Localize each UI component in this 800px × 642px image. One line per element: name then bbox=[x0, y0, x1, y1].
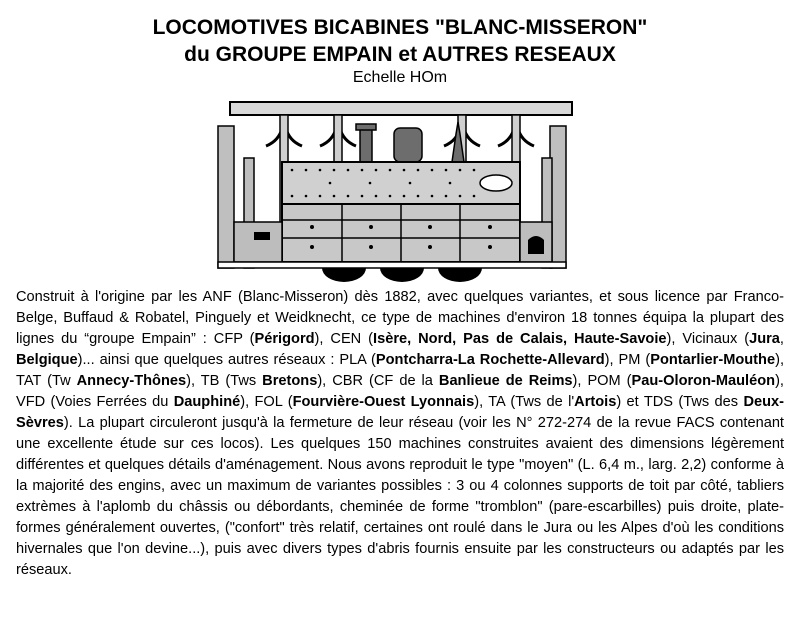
network-name: Dauphiné bbox=[173, 394, 241, 410]
network-name: Artois bbox=[574, 394, 617, 410]
network-name: Périgord bbox=[254, 331, 315, 347]
header bbox=[0, 14, 800, 88]
text-run: ), PM ( bbox=[604, 352, 651, 368]
text-run: ), TAT (Tw bbox=[16, 352, 784, 389]
text-run: ), FOL ( bbox=[240, 394, 293, 410]
left-coupler bbox=[254, 232, 270, 240]
network-name: Fourvière-Ouest Lyonnais bbox=[292, 394, 475, 410]
network-name: Jura bbox=[749, 331, 780, 347]
chimney bbox=[356, 124, 376, 162]
text-run: ), TB (Tws bbox=[186, 373, 263, 389]
network-name: Pau-Oloron-Mauléon bbox=[631, 373, 776, 389]
builder-plate bbox=[480, 175, 512, 191]
network-name: Bretons bbox=[262, 373, 318, 389]
left-buffer-beam bbox=[234, 222, 282, 262]
description-paragraph bbox=[16, 287, 784, 581]
locomotive-drawing-icon bbox=[210, 94, 590, 284]
wheels bbox=[322, 268, 482, 282]
text-run: ). La plupart circuleront jusqu'à la fermeture de leur réseau (voir les N° 272-274 de la revue FACS contenant une excellente étude sur ces locos). Les quelques 150 machines construites avaient des dimensions légèrement différentes et quelques détails d'aménagement. Nous avons reproduit le type "moyen" (L. 6,4 m., larg. 2,2) conforme à la majorité des engins, avec un maximum de variantes possibles : 3 ou 4 colonnes supports de toit par côté, tabliers extrèmes à l'aplomb du châssis ou débordants, cheminée de forme "tromblon" (pare-escarbilles) puis droite, plate-formes généralement ouvertes, ("confort" très relatif, certaines ont roulé dans le Jura ou les Alpes d'où les conditions hivernales que l'on devine...), puis avec divers types d'abris fournis ensuite par les constructeurs ou adaptés par les réseaux. bbox=[16, 415, 784, 578]
running-board bbox=[218, 262, 566, 268]
text-run: ), CBR (CF de la bbox=[317, 373, 439, 389]
text-run: ) et TDS (Tws des bbox=[616, 394, 744, 410]
text-run: Construit à l'origine par les ANF (Blanc-Misseron) dès 1882, avec quelques variantes, et sous licence par Franco-Belge, Buffaud & Robatel, Pinguely et Weidknecht, ce type de machines d'environ 18 tonnes équipa la plupart des lignes du “groupe Empain” : CFP ( bbox=[16, 289, 784, 347]
locomotive-drawing bbox=[210, 94, 590, 284]
roof bbox=[230, 102, 572, 115]
title-line-1: LOCOMOTIVES BICABINES "BLANC-MISSERON" bbox=[152, 16, 648, 39]
title-line-2: du GROUPE EMPAIN et AUTRES RESEAUX bbox=[184, 43, 616, 66]
text-run: , bbox=[779, 331, 784, 347]
text-run: ), Vicinaux ( bbox=[666, 331, 750, 347]
text-run: ), CEN ( bbox=[314, 331, 374, 347]
text-run: ), VFD (Voies Ferrées du bbox=[16, 373, 784, 410]
firebox-door bbox=[528, 236, 544, 254]
steam-dome bbox=[394, 128, 422, 162]
network-name: Pontcharra-La Rochette-Allevard bbox=[375, 352, 605, 368]
network-name: Annecy-Thônes bbox=[76, 373, 187, 389]
network-name: Banlieue de Reims bbox=[438, 373, 573, 389]
network-name: Belgique bbox=[16, 352, 78, 368]
network-name: Pontarlier-Mouthe bbox=[650, 352, 776, 368]
text-run: ), POM ( bbox=[572, 373, 632, 389]
text-run: ), TA (Tws de l' bbox=[474, 394, 575, 410]
scale-label: Echelle HOm bbox=[352, 69, 448, 86]
network-name: Deux-Sèvres bbox=[16, 394, 784, 431]
network-name: Isère, Nord, Pas de Calais, Haute-Savoie bbox=[373, 331, 667, 347]
text-run: )... ainsi que quelques autres réseaux : PLA ( bbox=[77, 352, 376, 368]
